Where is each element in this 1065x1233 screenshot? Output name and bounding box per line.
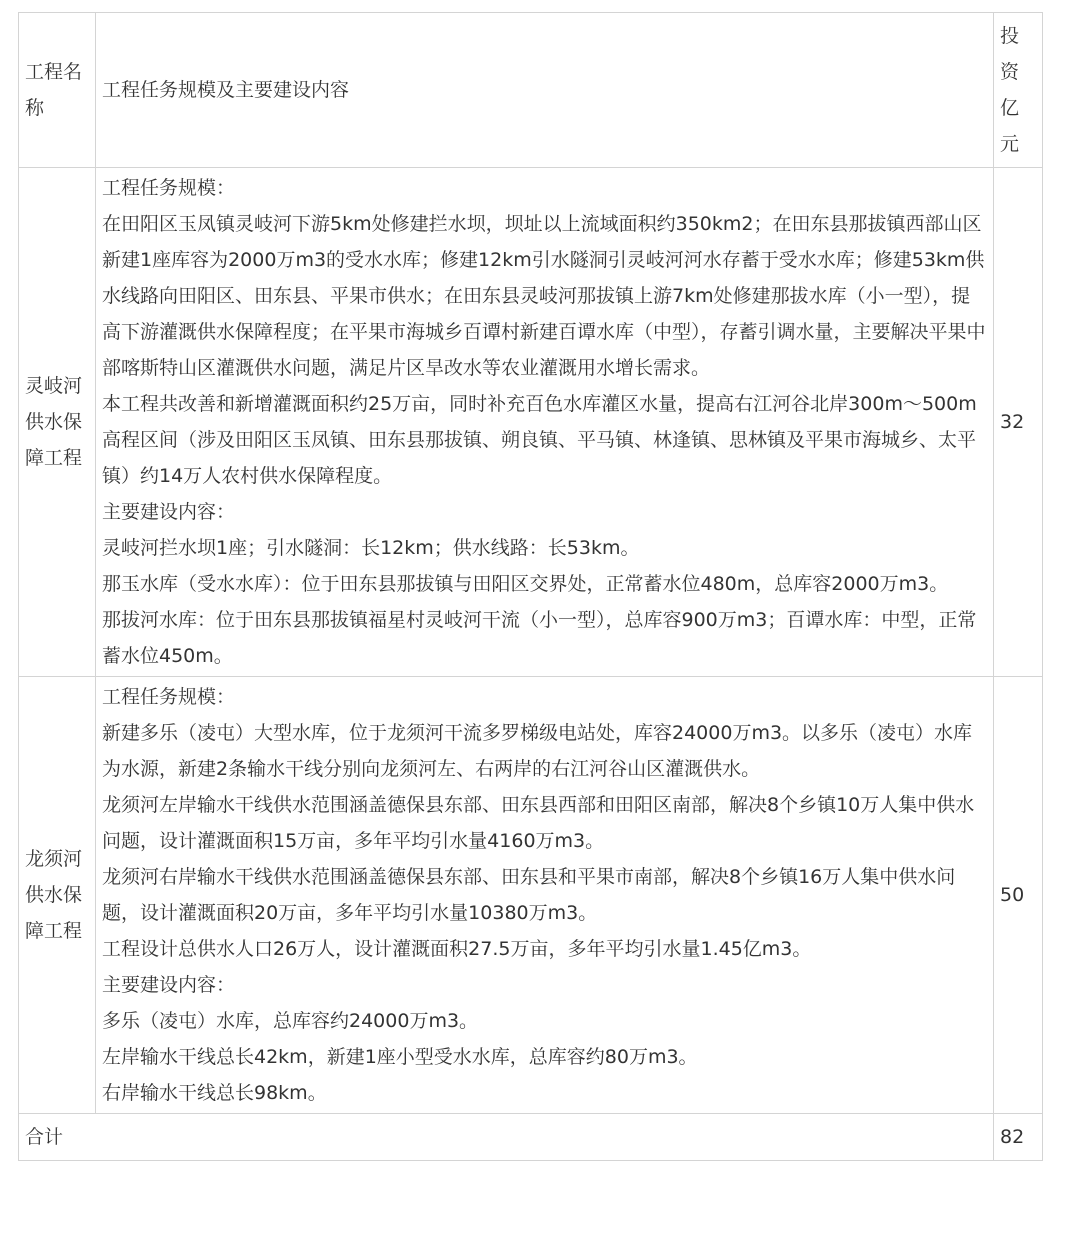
header-investment-char: 资 [1000, 61, 1020, 83]
project-name-cell: 灵岐河供水保障工程 [19, 168, 96, 677]
content-line: 龙须河右岸输水干线供水范围涵盖德保县东部、田东县和平果市南部，解决8个乡镇16万人集中供水问题，设计灌溉面积20万亩，多年平均引水量10380万m3。 [102, 866, 956, 924]
table-header-row [19, 13, 1043, 168]
table-row [19, 168, 1043, 677]
content-line: 工程任务规模： [102, 177, 236, 199]
investment-cell: 32 [994, 168, 1043, 677]
project-content-cell [96, 677, 994, 1114]
content-line: 新建多乐（凌屯）大型水库，位于龙须河干流多罗梯级电站处，库容24000万m3。以多乐（凌屯）水库为水源，新建2条输水干线分别向龙须河左、右两岸的右江河谷山区灌溉供水。 [102, 722, 973, 780]
content-line: 那玉水库（受水水库）：位于田东县那拔镇与田阳区交界处，正常蓄水位480m，总库容2000万m3。 [102, 573, 949, 595]
total-investment: 82 [994, 1114, 1043, 1161]
content-line: 右岸输水干线总长98km。 [102, 1082, 327, 1104]
header-investment [994, 13, 1043, 168]
content-line: 龙须河左岸输水干线供水范围涵盖德保县东部、田东县西部和田阳区南部，解决8个乡镇10万人集中供水问题，设计灌溉面积15万亩，多年平均引水量4160万m3。 [102, 794, 975, 852]
content-line: 左岸输水干线总长42km，新建1座小型受水水库，总库容约80万m3。 [102, 1046, 698, 1068]
content-line: 本工程共改善和新增灌溉面积约25万亩，同时补充百色水库灌区水量，提高右江河谷北岸300m～500m高程区间（涉及田阳区玉凤镇、田东县那拔镇、朔良镇、平马镇、林逢镇、思林镇及平果市海城乡、太平镇）约14万人农村供水保障程度。 [102, 393, 977, 487]
project-name-cell: 龙须河供水保障工程 [19, 677, 96, 1114]
content-line: 工程任务规模： [102, 686, 236, 708]
header-investment-char: 元 [1000, 133, 1020, 155]
header-investment-char: 亿 [1000, 97, 1020, 119]
header-project-name: 工程名称 [19, 13, 96, 168]
total-label: 合计 [19, 1114, 994, 1161]
header-investment-char: 投 [1000, 25, 1020, 47]
project-table [18, 12, 1043, 1161]
total-row [19, 1114, 1043, 1161]
investment-cell: 50 [994, 677, 1043, 1114]
content-line: 灵岐河拦水坝1座；引水隧洞：长12km；供水线路：长53km。 [102, 537, 640, 559]
content-line: 多乐（凌屯）水库，总库容约24000万m3。 [102, 1010, 479, 1032]
header-content: 工程任务规模及主要建设内容 [96, 13, 994, 168]
content-line: 在田阳区玉凤镇灵岐河下游5km处修建拦水坝，坝址以上流域面积约350km2；在田东县那拔镇西部山区新建1座库容为2000万m3的受水水库；修建12km引水隧洞引灵岐河河水存蓄于受水水库；修建53km供水线路向田阳区、田东县、平果市供水；在田东县灵岐河那拔镇上游7km处修建那拔水库（小一型），提高下游灌溉供水保障程度；在平果市海城乡百谭村新建百谭水库（中型），存蓄引调水量，主要解决平果中部喀斯特山区灌溉供水问题，满足片区旱改水等农业灌溉用水增长需求。 [102, 213, 986, 379]
content-line: 工程设计总供水人口26万人，设计灌溉面积27.5万亩，多年平均引水量1.45亿m3。 [102, 938, 812, 960]
content-line: 主要建设内容： [102, 501, 236, 523]
project-content-cell [96, 168, 994, 677]
content-line: 那拔河水库：位于田东县那拔镇福星村灵岐河干流（小一型），总库容900万m3；百谭水库：中型，正常蓄水位450m。 [102, 609, 977, 667]
table-row [19, 677, 1043, 1114]
content-line: 主要建设内容： [102, 974, 236, 996]
